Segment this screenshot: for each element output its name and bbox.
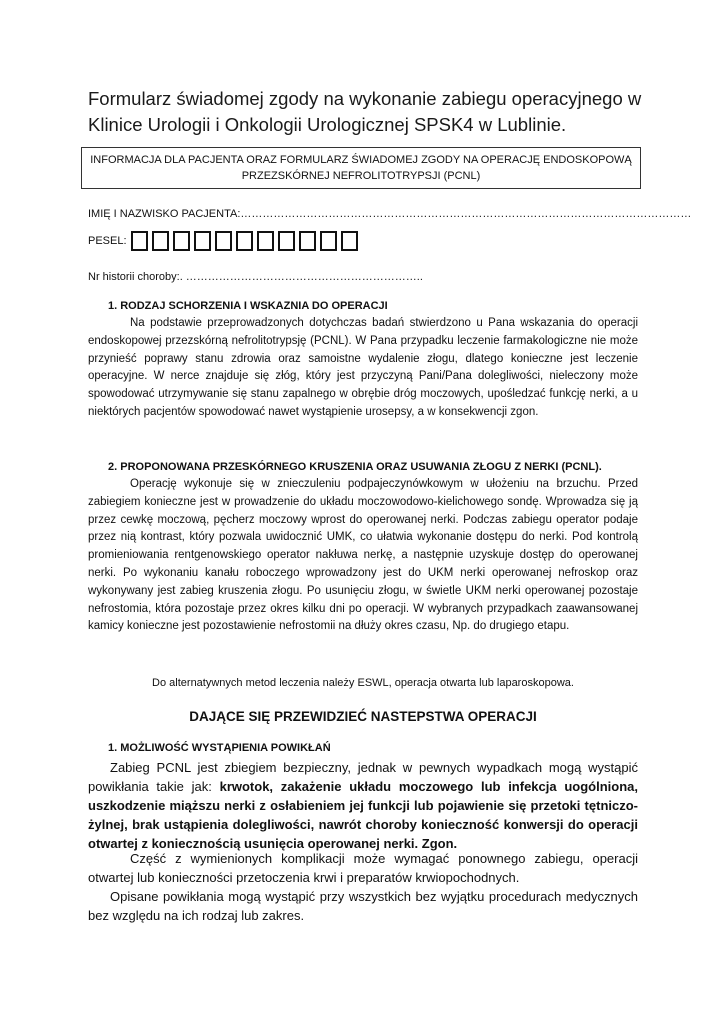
pesel-digit-box[interactable] xyxy=(173,231,190,251)
pesel-digit-box[interactable] xyxy=(131,231,148,251)
consequences-heading: DAJĄCE SIĘ PRZEWIDZIEĆ NASTEPSTWA OPERACJI xyxy=(189,709,537,724)
complications-para-3: Opisane powikłania mogą wystąpić przy wszystkich bez wyjątku procedurach medycznych bez względu na ich rodzaj lub zakres. xyxy=(88,889,638,923)
page-title xyxy=(88,86,688,138)
section-2-heading: 2. PROPONOWANA PRZESKÓRNEGO KRUSZENIA ORAZ USUWANIA ZŁOGU Z NERKI (PCNL). xyxy=(108,461,602,473)
info-box-line-1: INFORMACJA DLA PACJENTA ORAZ FORMULARZ ŚWIADOMEJ ZGODY NA OPERACJĘ ENDOSKOPOWĄ xyxy=(90,154,632,166)
title-line-2: Klinice Urologii i Onkologii Urologicznej SPSK4 w Lublinie. xyxy=(88,114,567,135)
info-box-line-2: PRZEZSKÓRNEJ NEFROLITOTRYPSJI (PCNL) xyxy=(241,170,481,182)
pesel-digit-box[interactable] xyxy=(194,231,211,251)
section-1-text: Na podstawie przeprowadzonych dotychczas badań stwierdzono u Pana wskazania do operacji endoskopowej przezskórną nefrolitotrypsję (PCNL). W Pana przypadku leczenie farmakologiczne nie może przynieść poprawy stanu zdrowia oraz samoistne wydalenie złogu, dlatego konieczne jest leczenie operacyjne. W nerce znajduje się złóg, który jest przyczyną Pani/Pana dolegliwości, nieleczony może spowodować utrzymywanie się stanu zapalnego w obrębie dróg moczowych, upośledzać funkcję nerki, a u niektórych pacjentów spowodować nawet wystąpienie urosepsy, a w konsekwencji zgon. xyxy=(88,317,638,418)
info-box xyxy=(81,147,641,189)
patient-name-field[interactable]: IMIĘ I NAZWISKO PACJENTA:…………………………………………………………………………………………………………… xyxy=(88,208,692,220)
section-2-text: Operację wykonuje się w znieczuleniu podpajeczynówkowym w ułożeniu na brzuchu. Przed zabiegiem konieczne jest w prowadzenie do układu moczowodowo-kielichowego sondę. Wprowadza się ją przez cewkę moczową, pęcherz moczowy wprost do operowanej nerki. Podczas zabiegu operator podaje przez nią kontrast, który pozwala uwidocznić UMK, co ułatwia wykonanie dostępu do nerki. Pod kontrolą promieniowania rentgenowskiego operator nakłuwa nerkę, a następnie uzyskuje dostęp do operowanej nerki. Po wykonaniu kanału roboczego wprowadzony jest do UKM nerki operowanej nefroskop oraz wykonywany jest zabieg kruszenia złogu. Po usunięciu złogu, w świetle UKM nerki operowanej pozostaje nefrostomia, która pozostaje przez okres kilku dni po operacji. W wybranych przypadkach zaawansowanej kamicy konieczne jest pozostawienie nefrostomii na dłuży okres czasu, Np. do drugiego etapu. xyxy=(88,478,638,633)
pesel-digit-box[interactable] xyxy=(278,231,295,251)
section-1-heading: 1. RODZAJ SCHORZENIA I WSKAZNIA DO OPERACJI xyxy=(108,300,388,312)
pesel-digit-box[interactable] xyxy=(341,231,358,251)
complications-heading: 1. MOŻLIWOŚĆ WYSTĄPIENIA POWIKŁAŃ xyxy=(108,742,331,754)
complications-text xyxy=(88,758,638,853)
complications-para-2: Część z wymienionych komplikacji może wymagać ponownego zabiegu, operacji otwartej lub konieczności przetoczenia krwi i preparatów krwiopochodnych. xyxy=(88,851,638,885)
pesel-digit-box[interactable] xyxy=(215,231,232,251)
pesel-label: PESEL: xyxy=(88,235,127,247)
pesel-field xyxy=(88,231,362,251)
alternatives-note: Do alternatywnych metod leczenia należy ESWL, operacja otwarta lub laparoskopowa. xyxy=(152,677,574,689)
title-line-1: Formularz świadomej zgody na wykonanie zabiegu operacyjnego w xyxy=(88,88,642,109)
complications-intro: Zabieg PCNL jest zbiegiem bezpieczny, jednak w pewnych wypadkach mogą wystąpić powikłania takie jak: xyxy=(88,760,638,794)
pesel-digit-box[interactable] xyxy=(152,231,169,251)
pesel-digit-box[interactable] xyxy=(257,231,274,251)
pesel-digit-box[interactable] xyxy=(299,231,316,251)
pesel-digit-box[interactable] xyxy=(236,231,253,251)
history-number-field[interactable]: Nr historii choroby:. ……………………………………………………….. xyxy=(88,271,423,283)
complications-list: krwotok, zakażenie układu moczowego lub infekcja uogólniona, uszkodzenie miąższu nerki z osłabieniem jej funkcji lub pojawienie się przetoki tętniczo-żylnej, brak ustąpienia dolegliwości, nawrót choroby konieczność konwersji do operacji otwartej z koniecznością usunięcia operowanej nerki. Zgon. xyxy=(88,779,638,851)
pesel-digit-box[interactable] xyxy=(320,231,337,251)
